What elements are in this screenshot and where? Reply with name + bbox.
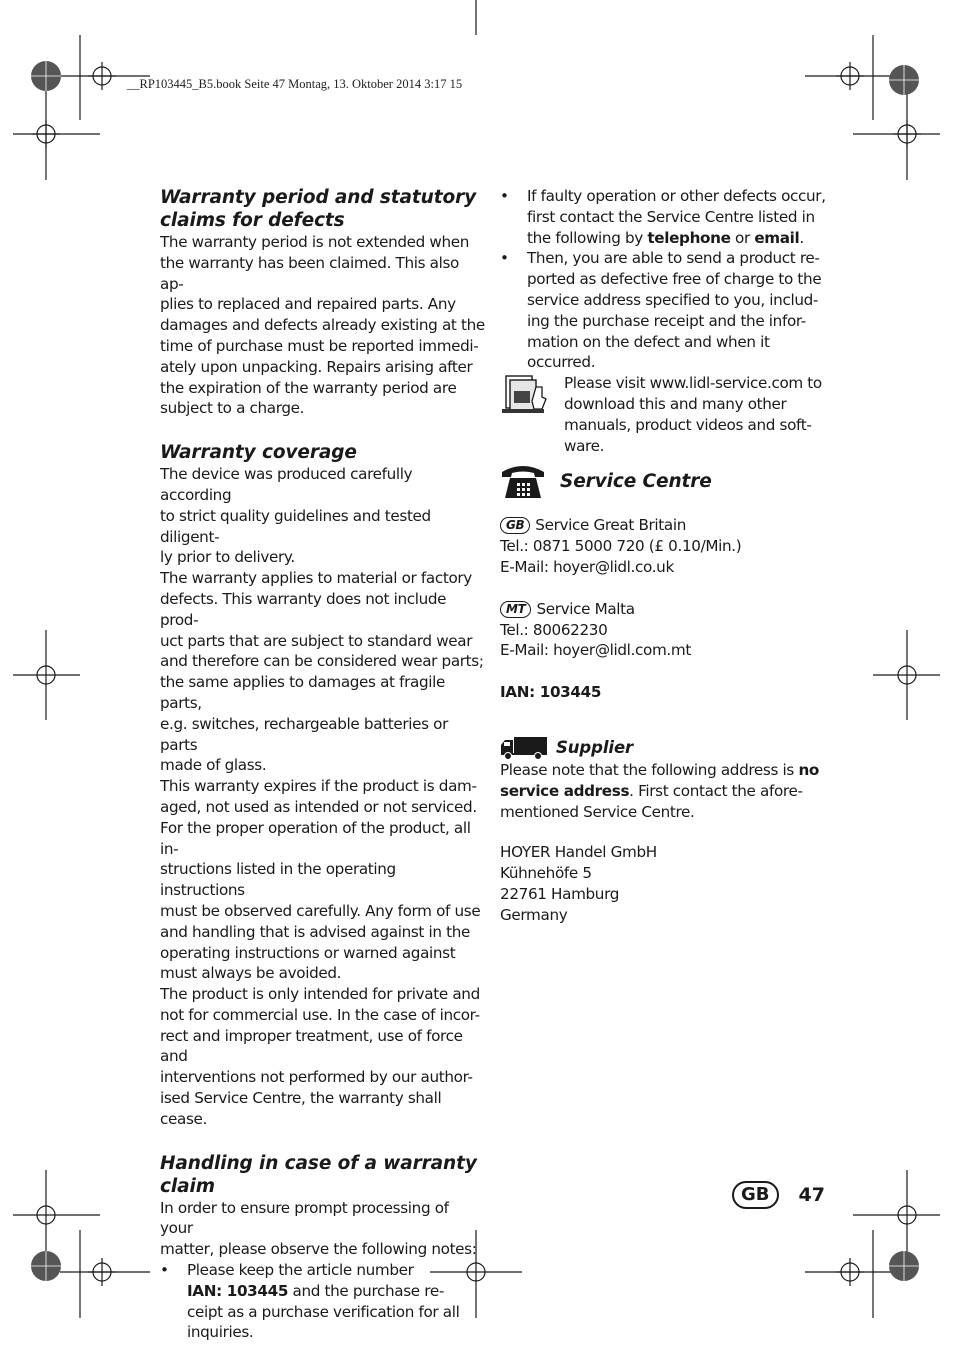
- ian-number: IAN: 103445: [187, 1281, 289, 1300]
- language-badge: GB: [732, 1181, 779, 1209]
- service-malta: MT Service Malta Tel.: 80062230 E-Mail: hoyer@lidl.com.mt: [500, 599, 830, 661]
- supplier-address: HOYER Handel GmbH Kühnehöfe 5 22761 Hamburg Germany: [500, 843, 657, 924]
- supplier-text: Please note that the following address is no service address. First contact the afore- mentioned Service Centre.: [500, 760, 819, 821]
- warranty-coverage-text: The device was produced carefully according to strict quality guidelines and tested diligent- ly prior to delivery. The warranty applies to material or factory defects. This warranty does not include prod- uct parts that are subject to standard wear and therefore can be considered wear parts; the same applies to damages at fragile parts, e.g. switches, rechargeable batteries or parts made of glass. This warranty expires if the product is dam- aged, not used as intended or not serviced. For the proper operation of the product, all in- structions listed in the operating instructions must be observed carefully. Any form of use and handling that is advised against in the operating instructions or warned against must always be avoided. The product is only intended for private and not for commercial use. In the case of incor- rect and improper treatment, use of force and interventions not performed by our author- ised Service Centre, the warranty shall cease.: [160, 465, 484, 1128]
- mt-email: E-Mail: hoyer@lidl.com.mt: [500, 641, 691, 660]
- claim-bullet-list-continued: [500, 186, 830, 373]
- heading-warranty-period: Warranty period and statutory claims for defects: [160, 187, 477, 231]
- page-footer: [732, 1181, 825, 1209]
- heading-supplier: Supplier: [556, 738, 634, 758]
- list-item: • Then, you are able to send a product re- ported as defective free of charge to the service address specified to you, includ- ing the purchase receipt and the infor- mation on the defect and when it occurred.: [500, 248, 830, 373]
- supplier-header: [500, 736, 830, 760]
- warranty-claim-text: In order to ensure prompt processing of your matter, please observe the following notes:: [160, 1198, 477, 1259]
- service-great-britain: GB Service Great Britain Tel.: 0871 5000 720 (£ 0.10/Min.) E-Mail: hoyer@lidl.co.uk: [500, 515, 830, 577]
- page-number: 47: [798, 1184, 825, 1206]
- mt-telephone: Tel.: 80062230: [500, 620, 608, 639]
- list-item: • If faulty operation or other defects occur, first contact the Service Centre listed in the following by telephone or email.: [500, 186, 830, 248]
- ian-label: IAN: 103445: [500, 683, 602, 702]
- list-item: • Please keep the article number IAN: 103445 and the purchase re- ceipt as a purchase verification for all inquiries.: [160, 1260, 485, 1343]
- heading-warranty-coverage: Warranty coverage: [160, 442, 357, 464]
- heading-warranty-claim: Handling in case of a warranty claim: [160, 1152, 477, 1197]
- gb-email: E-Mail: hoyer@lidl.co.uk: [500, 557, 674, 576]
- warranty-period-text: The warranty period is not extended when the warranty has been claimed. This also ap- plies to replaced and repaired parts. Any damages and defects already existing at the time of purchase must be reported immedi- ately upon unpacking. Repairs arising after the expiration of the warranty period are subject to a charge.: [160, 233, 485, 418]
- mt-country-badge: MT: [500, 601, 531, 618]
- print-header: __RP103445_B5.book Seite 47 Montag, 13. Oktober 2014 3:17 15: [127, 77, 463, 91]
- right-column: [500, 186, 830, 926]
- heading-service-centre: Service Centre: [560, 470, 712, 492]
- left-column: [160, 186, 485, 1343]
- lidl-service-note: Please visit www.lidl-service.com to download this and many other manuals, product videos and soft- ware.: [500, 373, 830, 456]
- document-download-icon: [500, 373, 552, 415]
- service-centre-header: [500, 462, 830, 500]
- telephone-icon: [500, 462, 546, 500]
- truck-icon: [500, 736, 548, 760]
- claim-bullet-list: [160, 1260, 485, 1343]
- gb-country-badge: GB: [500, 517, 530, 534]
- gb-telephone: Tel.: 0871 5000 720 (£ 0.10/Min.): [500, 537, 742, 556]
